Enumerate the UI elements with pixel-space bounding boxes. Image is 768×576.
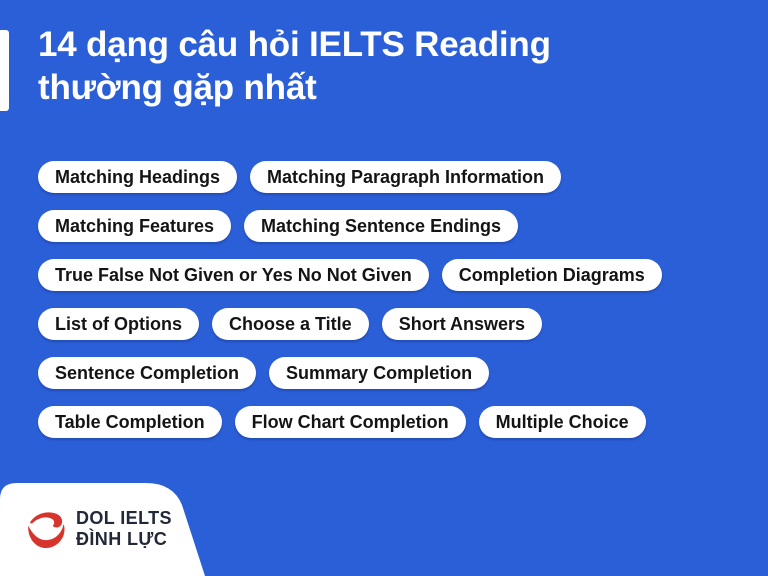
tag-row-5: [38, 357, 744, 389]
logo-lockup: [25, 506, 172, 552]
pill-short-answers: Short Answers: [382, 308, 542, 340]
pill-matching-sentence-endings: Matching Sentence Endings: [244, 210, 518, 242]
page-title-line-1: 14 dạng câu hỏi IELTS Reading: [38, 25, 551, 64]
pill-matching-headings: Matching Headings: [38, 161, 237, 193]
tag-row-3: [38, 259, 744, 291]
pill-list-of-options: List of Options: [38, 308, 199, 340]
left-accent-bar: [0, 30, 9, 111]
pill-multiple-choice: Multiple Choice: [479, 406, 646, 438]
pill-matching-features: Matching Features: [38, 210, 231, 242]
pill-choose-a-title: Choose a Title: [212, 308, 369, 340]
pill-summary-completion: Summary Completion: [269, 357, 489, 389]
logo-text-line-2: ĐÌNH LỰC: [76, 529, 168, 549]
page-title-line-2: thường gặp nhất: [38, 67, 317, 107]
tag-row-4: [38, 308, 744, 340]
page-title: [38, 24, 551, 109]
pill-table-completion: Table Completion: [38, 406, 222, 438]
logo-text-line-1: DOL IELTS: [76, 508, 172, 528]
pill-completion-diagrams: Completion Diagrams: [442, 259, 662, 291]
dol-logo-icon: [25, 506, 67, 552]
pill-sentence-completion: Sentence Completion: [38, 357, 256, 389]
logo-card: [0, 482, 210, 576]
pill-flow-chart-completion: Flow Chart Completion: [235, 406, 466, 438]
tag-row-1: [38, 161, 744, 193]
pill-true-false-not-given: True False Not Given or Yes No Not Given: [38, 259, 429, 291]
logo-text: [76, 508, 172, 550]
tag-row-2: [38, 210, 744, 242]
pill-matching-paragraph-information: Matching Paragraph Information: [250, 161, 561, 193]
tag-row-6: [38, 406, 744, 438]
question-type-tags: [38, 161, 744, 438]
